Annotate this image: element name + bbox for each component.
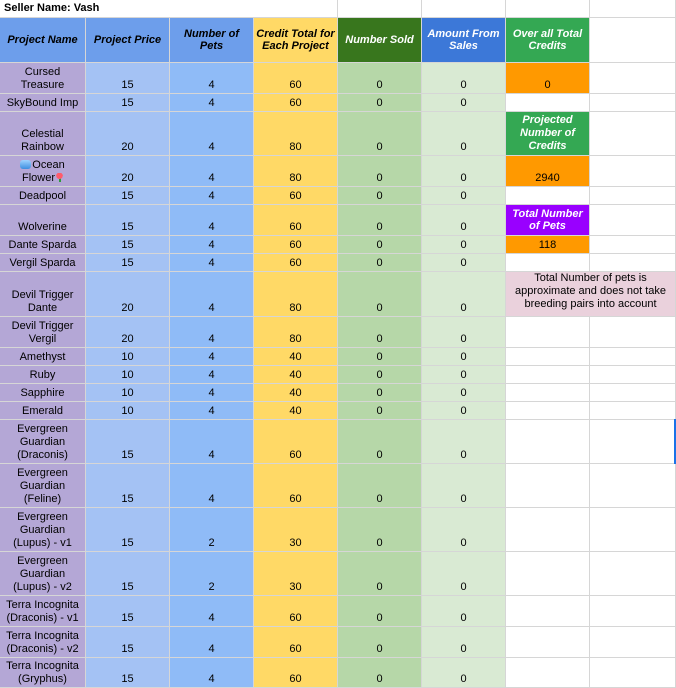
number-sold-cell[interactable]: 0 <box>338 272 422 317</box>
amount-from-sales-cell[interactable]: 0 <box>422 402 506 420</box>
empty-cell[interactable] <box>590 658 676 688</box>
number-of-pets-cell[interactable]: 4 <box>170 236 254 254</box>
number-sold-cell[interactable]: 0 <box>338 552 422 596</box>
project-name-part: Ocean <box>32 159 65 171</box>
number-of-pets-cell[interactable]: 4 <box>170 254 254 272</box>
credit-total-cell[interactable]: 60 <box>254 94 338 112</box>
credit-total-cell[interactable]: 80 <box>254 272 338 317</box>
project-name-cell[interactable]: Devil Trigger Vergil <box>0 317 86 348</box>
credit-total-cell[interactable]: 30 <box>254 508 338 552</box>
credit-total-cell[interactable]: 60 <box>254 596 338 627</box>
projected-credits-value-cell[interactable]: 2940 <box>506 156 590 187</box>
empty-cell[interactable] <box>506 384 590 402</box>
number-sold-cell[interactable]: 0 <box>338 63 422 94</box>
amount-from-sales-cell[interactable]: 0 <box>422 205 506 236</box>
number-of-pets-cell[interactable]: 4 <box>170 627 254 658</box>
empty-cell[interactable] <box>590 348 676 366</box>
number-sold-cell[interactable]: 0 <box>338 254 422 272</box>
amount-from-sales-cell[interactable]: 0 <box>422 272 506 317</box>
number-sold-cell[interactable]: 0 <box>338 187 422 205</box>
credit-total-cell[interactable]: 60 <box>254 627 338 658</box>
empty-cell[interactable] <box>590 63 676 94</box>
credit-total-cell[interactable]: 60 <box>254 63 338 94</box>
amount-from-sales-cell[interactable]: 0 <box>422 552 506 596</box>
number-of-pets-cell[interactable]: 4 <box>170 464 254 508</box>
project-name-cell[interactable]: Ruby <box>0 366 86 384</box>
overall-total-value-cell[interactable]: 0 <box>506 63 590 94</box>
empty-cell[interactable] <box>506 187 590 205</box>
project-price-cell[interactable]: 20 <box>86 156 170 187</box>
project-price-cell[interactable]: 15 <box>86 94 170 112</box>
credit-total-cell[interactable]: 60 <box>254 464 338 508</box>
credit-total-cell[interactable]: 60 <box>254 254 338 272</box>
empty-cell[interactable] <box>422 0 506 18</box>
wave-emoji-icon <box>20 160 31 169</box>
project-name-cell[interactable]: Vergil Sparda <box>0 254 86 272</box>
project-price-cell[interactable]: 15 <box>86 552 170 596</box>
seller-name-cell[interactable]: Seller Name: Vash <box>0 0 338 18</box>
empty-cell[interactable] <box>590 596 676 627</box>
amount-from-sales-cell[interactable]: 0 <box>422 627 506 658</box>
number-of-pets-cell[interactable]: 4 <box>170 420 254 464</box>
number-sold-cell[interactable]: 0 <box>338 366 422 384</box>
amount-from-sales-cell[interactable]: 0 <box>422 254 506 272</box>
project-name-cell[interactable]: Wolverine <box>0 205 86 236</box>
header-project-price[interactable]: Project Price <box>86 18 170 63</box>
empty-cell[interactable] <box>506 94 590 112</box>
number-of-pets-cell[interactable]: 4 <box>170 156 254 187</box>
number-sold-cell[interactable]: 0 <box>338 420 422 464</box>
project-name-cell[interactable]: SkyBound Imp <box>0 94 86 112</box>
project-price-cell[interactable]: 15 <box>86 627 170 658</box>
project-name-cell[interactable]: Cursed Treasure <box>0 63 86 94</box>
project-price-cell[interactable]: 10 <box>86 348 170 366</box>
credit-total-cell[interactable]: 80 <box>254 156 338 187</box>
project-name-cell[interactable]: Emerald <box>0 402 86 420</box>
empty-cell[interactable] <box>590 94 676 112</box>
project-name-cell[interactable]: Evergreen Guardian (Lupus) - v1 <box>0 508 86 552</box>
project-name-cell[interactable]: Terra Incognita (Gryphus) <box>0 658 86 688</box>
credit-total-cell[interactable]: 40 <box>254 348 338 366</box>
number-sold-cell[interactable]: 0 <box>338 627 422 658</box>
empty-cell[interactable] <box>590 187 676 205</box>
amount-from-sales-cell[interactable]: 0 <box>422 156 506 187</box>
project-price-cell[interactable]: 15 <box>86 187 170 205</box>
project-price-cell[interactable]: 15 <box>86 236 170 254</box>
total-pets-label-cell[interactable]: Total Number of Pets <box>506 205 590 236</box>
project-name-cell[interactable]: Terra Incognita (Draconis) - v2 <box>0 627 86 658</box>
header-overall-total-credits[interactable]: Over all Total Credits <box>506 18 590 63</box>
amount-from-sales-cell[interactable]: 0 <box>422 596 506 627</box>
empty-cell[interactable] <box>506 366 590 384</box>
project-name-cell[interactable]: Dante Sparda <box>0 236 86 254</box>
empty-cell[interactable] <box>506 402 590 420</box>
empty-cell[interactable] <box>590 627 676 658</box>
empty-cell[interactable] <box>506 420 590 464</box>
credit-total-cell[interactable]: 30 <box>254 552 338 596</box>
amount-from-sales-cell[interactable]: 0 <box>422 187 506 205</box>
number-of-pets-cell[interactable]: 2 <box>170 552 254 596</box>
empty-cell[interactable] <box>506 596 590 627</box>
number-of-pets-cell[interactable]: 4 <box>170 402 254 420</box>
number-of-pets-cell[interactable]: 4 <box>170 272 254 317</box>
number-sold-cell[interactable]: 0 <box>338 508 422 552</box>
header-number-of-pets[interactable]: Number of Pets <box>170 18 254 63</box>
empty-cell[interactable] <box>506 627 590 658</box>
header-amount-from-sales[interactable]: Amount From Sales <box>422 18 506 63</box>
empty-cell[interactable] <box>590 384 676 402</box>
projected-credits-label-cell[interactable]: Projected Number of Credits <box>506 112 590 156</box>
number-of-pets-cell[interactable]: 4 <box>170 112 254 156</box>
number-sold-cell[interactable]: 0 <box>338 112 422 156</box>
credit-total-cell[interactable]: 80 <box>254 112 338 156</box>
header-credit-total[interactable]: Credit Total for Each Project <box>254 18 338 63</box>
project-price-cell[interactable]: 15 <box>86 254 170 272</box>
empty-cell[interactable] <box>506 508 590 552</box>
empty-cell[interactable] <box>590 317 676 348</box>
project-price-cell[interactable]: 15 <box>86 658 170 688</box>
number-of-pets-cell[interactable]: 4 <box>170 348 254 366</box>
amount-from-sales-cell[interactable]: 0 <box>422 420 506 464</box>
empty-cell[interactable] <box>590 508 676 552</box>
amount-from-sales-cell[interactable]: 0 <box>422 366 506 384</box>
project-name-cell[interactable]: Evergreen Guardian (Draconis) <box>0 420 86 464</box>
total-pets-value-cell[interactable]: 118 <box>506 236 590 254</box>
empty-cell[interactable] <box>590 236 676 254</box>
empty-cell[interactable] <box>338 0 422 18</box>
project-name-cell[interactable]: Celestial Rainbow <box>0 112 86 156</box>
number-sold-cell[interactable]: 0 <box>338 236 422 254</box>
project-price-cell[interactable]: 20 <box>86 112 170 156</box>
project-price-cell[interactable]: 15 <box>86 420 170 464</box>
number-sold-cell[interactable]: 0 <box>338 658 422 688</box>
project-name-cell[interactable]: Amethyst <box>0 348 86 366</box>
number-sold-cell[interactable]: 0 <box>338 464 422 508</box>
project-price-cell[interactable]: 15 <box>86 464 170 508</box>
pets-approximation-note[interactable]: Total Number of pets is approximate and does not take breeding pairs into account <box>506 272 676 317</box>
empty-cell[interactable] <box>506 552 590 596</box>
empty-cell[interactable] <box>506 658 590 688</box>
amount-from-sales-cell[interactable]: 0 <box>422 112 506 156</box>
number-sold-cell[interactable]: 0 <box>338 596 422 627</box>
credit-total-cell[interactable]: 40 <box>254 366 338 384</box>
number-of-pets-cell[interactable]: 4 <box>170 596 254 627</box>
number-sold-cell[interactable]: 0 <box>338 402 422 420</box>
empty-cell[interactable] <box>590 552 676 596</box>
project-name-cell[interactable]: Devil Trigger Dante <box>0 272 86 317</box>
project-price-cell[interactable]: 15 <box>86 63 170 94</box>
amount-from-sales-cell[interactable]: 0 <box>422 63 506 94</box>
project-price-cell[interactable]: 15 <box>86 508 170 552</box>
number-of-pets-cell[interactable]: 4 <box>170 205 254 236</box>
empty-cell[interactable] <box>590 0 676 18</box>
number-sold-cell[interactable]: 0 <box>338 205 422 236</box>
credit-total-cell[interactable]: 40 <box>254 402 338 420</box>
project-price-cell[interactable]: 10 <box>86 402 170 420</box>
number-of-pets-cell[interactable]: 4 <box>170 63 254 94</box>
project-name-cell[interactable]: Sapphire <box>0 384 86 402</box>
amount-from-sales-cell[interactable]: 0 <box>422 348 506 366</box>
credit-total-cell[interactable]: 60 <box>254 658 338 688</box>
project-price-cell[interactable]: 20 <box>86 272 170 317</box>
empty-cell[interactable] <box>590 254 676 272</box>
project-price-cell[interactable]: 15 <box>86 205 170 236</box>
empty-cell[interactable] <box>506 317 590 348</box>
empty-cell[interactable] <box>506 254 590 272</box>
amount-from-sales-cell[interactable]: 0 <box>422 317 506 348</box>
project-name-cell[interactable]: Terra Incognita (Draconis) - v1 <box>0 596 86 627</box>
number-of-pets-cell[interactable]: 4 <box>170 94 254 112</box>
number-of-pets-cell[interactable]: 4 <box>170 366 254 384</box>
number-sold-cell[interactable]: 0 <box>338 156 422 187</box>
project-price-cell[interactable]: 10 <box>86 384 170 402</box>
amount-from-sales-cell[interactable]: 0 <box>422 384 506 402</box>
project-name-part: Flower <box>21 172 55 184</box>
project-name-cell[interactable] <box>0 156 86 187</box>
credit-total-cell[interactable]: 60 <box>254 236 338 254</box>
empty-cell[interactable] <box>590 420 676 464</box>
amount-from-sales-cell[interactable]: 0 <box>422 658 506 688</box>
amount-from-sales-cell[interactable]: 0 <box>422 508 506 552</box>
empty-cell[interactable] <box>590 366 676 384</box>
number-sold-cell[interactable]: 0 <box>338 384 422 402</box>
empty-cell[interactable] <box>590 205 676 236</box>
project-name-cell[interactable]: Evergreen Guardian (Feline) <box>0 464 86 508</box>
tulip-emoji-icon <box>56 173 63 182</box>
project-price-cell[interactable]: 20 <box>86 317 170 348</box>
project-name-cell[interactable]: Evergreen Guardian (Lupus) - v2 <box>0 552 86 596</box>
empty-cell[interactable] <box>590 156 676 187</box>
number-sold-cell[interactable]: 0 <box>338 317 422 348</box>
empty-cell[interactable] <box>590 402 676 420</box>
empty-cell[interactable] <box>590 112 676 156</box>
project-name-cell[interactable]: Deadpool <box>0 187 86 205</box>
credit-total-cell[interactable]: 60 <box>254 205 338 236</box>
number-of-pets-cell[interactable]: 4 <box>170 658 254 688</box>
empty-cell[interactable] <box>506 464 590 508</box>
empty-cell[interactable] <box>590 18 676 63</box>
credit-total-cell[interactable]: 40 <box>254 384 338 402</box>
number-of-pets-cell[interactable]: 4 <box>170 187 254 205</box>
project-price-cell[interactable]: 15 <box>86 596 170 627</box>
number-of-pets-cell[interactable]: 4 <box>170 317 254 348</box>
number-sold-cell[interactable]: 0 <box>338 348 422 366</box>
credit-total-cell[interactable]: 80 <box>254 317 338 348</box>
credit-total-cell[interactable]: 60 <box>254 187 338 205</box>
number-sold-cell[interactable]: 0 <box>338 94 422 112</box>
header-project-name[interactable]: Project Name <box>0 18 86 63</box>
amount-from-sales-cell[interactable]: 0 <box>422 464 506 508</box>
amount-from-sales-cell[interactable]: 0 <box>422 236 506 254</box>
header-number-sold[interactable]: Number Sold <box>338 18 422 63</box>
empty-cell[interactable] <box>506 0 590 18</box>
credit-total-cell[interactable]: 60 <box>254 420 338 464</box>
empty-cell[interactable] <box>506 348 590 366</box>
number-of-pets-cell[interactable]: 2 <box>170 508 254 552</box>
amount-from-sales-cell[interactable]: 0 <box>422 94 506 112</box>
empty-cell[interactable] <box>590 464 676 508</box>
project-price-cell[interactable]: 10 <box>86 366 170 384</box>
number-of-pets-cell[interactable]: 4 <box>170 384 254 402</box>
